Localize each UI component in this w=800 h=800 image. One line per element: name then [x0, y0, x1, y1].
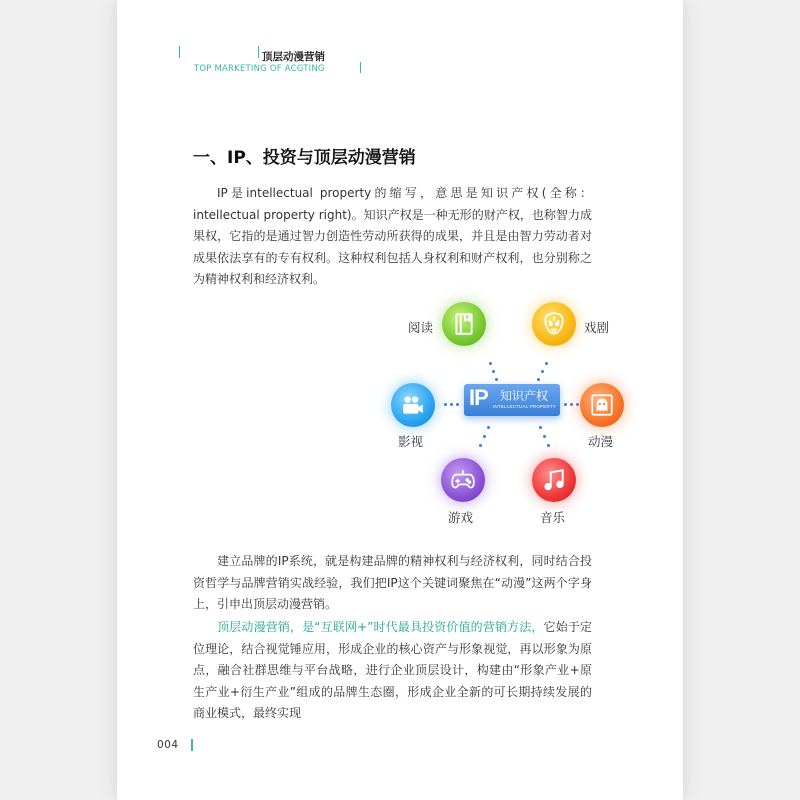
- connector-dot: [541, 370, 544, 373]
- opera-mask-icon: [541, 311, 567, 337]
- page-number: 004: [157, 739, 179, 751]
- animation-node: [580, 383, 624, 427]
- node-label: 游戏: [448, 510, 474, 525]
- header-divider: [258, 46, 259, 58]
- connector-dot: [495, 378, 498, 381]
- connector-dot: [547, 444, 550, 447]
- connector-dot: [492, 370, 495, 373]
- connector-dot: [456, 403, 459, 406]
- header-divider: [360, 62, 361, 73]
- paragraph-text: 它始于定位理论，结合视觉锤应用，形成企业的核心资产与形象视觉，再以形象为原点，融合社群思维与平台战略，进行企业顶层设计，构建由“形象产业+原生产业+衍生产业”组成的品牌生态圈，形成企业全新的可长期持续发展的商业模式，最终实现: [193, 620, 592, 720]
- connector-dot: [539, 426, 542, 429]
- connector-dot: [487, 426, 490, 429]
- reading-node: [442, 302, 486, 346]
- connector-dot: [479, 444, 482, 447]
- book-page: [117, 0, 683, 800]
- running-header-title: 顶层动漫营销: [262, 51, 325, 63]
- node-label: 影视: [398, 434, 424, 449]
- connector-dot: [537, 378, 540, 381]
- video-camera-icon: [400, 392, 426, 418]
- music-note-icon: [541, 467, 567, 493]
- connector-dot: [489, 362, 492, 365]
- page-number-bar: [191, 739, 193, 751]
- center-sublabel: INTELLECTUAL PROPERTY: [493, 404, 556, 409]
- node-label: 动漫: [588, 434, 614, 449]
- ghost-icon: [589, 392, 615, 418]
- center-ip-text: IP: [469, 385, 488, 410]
- highlight-text: 顶层动漫营销，是“互联网+”时代最具投资价值的营销方法，: [217, 620, 544, 634]
- running-header-subtitle: TOP MARKETING OF ACGTING: [194, 64, 325, 74]
- book-icon: [451, 311, 477, 337]
- ip-diagram: [267, 295, 614, 535]
- center-label: 知识产权: [500, 389, 549, 403]
- connector-dot: [570, 403, 573, 406]
- connector-dot: [576, 403, 579, 406]
- film-node: [391, 383, 435, 427]
- paragraph-text: 建立品牌的IP系统，就是构建品牌的精神权利与经济权利，同时结合投资哲学与品牌营销实战经验，我们把IP这个关键词聚焦在“动漫”这两个字身上，引申出顶层动漫营销。: [193, 554, 592, 611]
- body-paragraph: [193, 551, 592, 616]
- gamepad-icon: [450, 467, 476, 493]
- body-paragraph: [193, 183, 592, 291]
- connector-dot: [543, 435, 546, 438]
- connector-dot: [564, 403, 567, 406]
- connector-dot: [444, 403, 447, 406]
- opera-node: [532, 302, 576, 346]
- connector-dot: [483, 435, 486, 438]
- header-divider: [179, 46, 180, 58]
- node-label: 阅读: [408, 320, 434, 335]
- section-title: 一、IP、投资与顶层动漫营销: [193, 148, 416, 168]
- connector-dot: [545, 362, 548, 365]
- paragraph-text: IP是intellectual property的缩写，意思是知识产权(全称：intellectual property right)。知识产权是一种无形的财产权，也称智力成果权，它指的是通过智力创造性劳动所获得的成果，并且是由智力劳动者对成果依法享有的专有权利。这种权利包括人身权利和财产权利，也分别称之为精神权利和经济权利。: [193, 186, 592, 286]
- node-label: 音乐: [540, 510, 566, 525]
- game-node: [441, 458, 485, 502]
- ip-center-box: [464, 384, 560, 416]
- connector-dot: [450, 403, 453, 406]
- music-node: [532, 458, 576, 502]
- node-label: 戏剧: [584, 320, 610, 335]
- body-paragraph: [193, 617, 592, 725]
